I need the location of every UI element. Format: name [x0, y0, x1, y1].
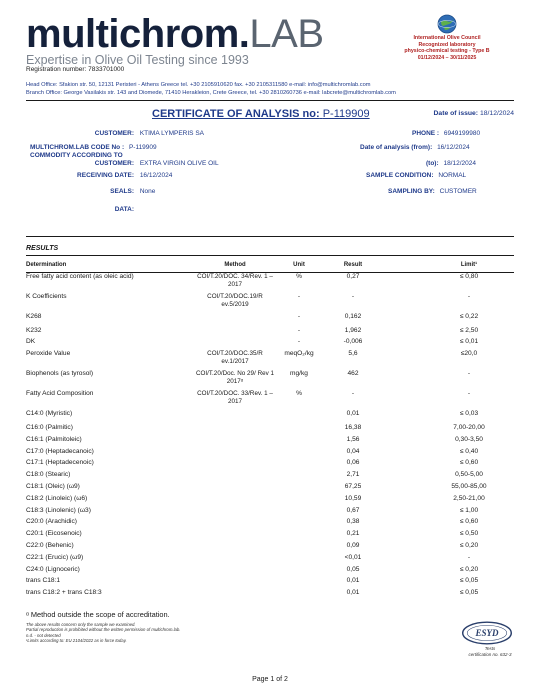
method-cell	[194, 483, 276, 495]
table-row	[26, 554, 514, 566]
esyd-logo-text: ESYD	[475, 628, 499, 639]
unit-cell	[276, 459, 322, 471]
data-row	[26, 206, 134, 214]
method-cell	[194, 327, 276, 339]
unit-cell	[276, 483, 322, 495]
logo-lab: LAB	[249, 12, 324, 56]
limit-cell: ≤ 0,20	[459, 542, 479, 550]
condition-row	[366, 172, 466, 180]
unit-cell: -	[297, 312, 301, 320]
header-divider	[26, 100, 514, 101]
determination-cell: C24:0 (Lignoceric)	[26, 565, 80, 573]
table-row	[26, 350, 514, 370]
table-row	[26, 338, 514, 350]
method-cell	[194, 577, 276, 589]
method-cell	[194, 471, 276, 483]
limit-cell: 0,30-3,50	[455, 435, 483, 443]
registration-number: Registration number: 7833701000	[26, 66, 125, 73]
header-determination: Determination	[26, 262, 194, 273]
method-cell	[194, 589, 276, 601]
limit-cell: ≤ 2,50	[459, 326, 479, 334]
method-cell	[194, 338, 276, 350]
limit-cell: ≤ 0,05	[459, 577, 479, 585]
limit-cell: ≤ 0,05	[459, 589, 479, 597]
determination-cell: Biophenols (as tyrosol)	[26, 370, 94, 378]
result-cell: 0,04	[346, 447, 360, 455]
results-table	[26, 262, 514, 601]
determination-cell: K Coefficients	[26, 292, 67, 300]
unit-cell	[276, 410, 322, 424]
analysis-from-label: Date of analysis (from):	[360, 144, 433, 151]
unit-cell	[276, 577, 322, 589]
result-cell: 0,01	[346, 577, 360, 585]
limit-cell: ≤ 1,00	[459, 506, 479, 514]
table-row	[26, 436, 514, 448]
limit-cell: -	[467, 370, 471, 378]
determination-cell: C17:0 (Heptadecanoic)	[26, 447, 94, 455]
company-logo	[26, 14, 324, 54]
result-cell: <0,01	[344, 553, 362, 561]
table-row	[26, 370, 514, 390]
phone-value: 6949199980	[443, 130, 481, 137]
determination-cell: C18:2 (Linoleic) (ω6)	[26, 494, 88, 502]
unit-cell: %	[296, 390, 302, 398]
esyd-line-2: certification no. 632-3	[468, 651, 512, 657]
commodity-label-1: COMMODITY ACCORDING TO	[30, 152, 123, 159]
result-cell: 0,09	[346, 542, 360, 550]
unit-cell	[276, 471, 322, 483]
analysis-to-label: (to):	[426, 160, 439, 167]
accreditation-note: ᵅ Method outside the scope of accreditation.	[26, 610, 170, 619]
seals-label: SEALS:	[110, 188, 134, 195]
method-cell: COI/T.20/DOC.35/R ev.1/2017	[207, 350, 263, 366]
limit-cell: 7,00-20,00	[453, 424, 485, 432]
unit-cell	[276, 589, 322, 601]
method-cell	[194, 507, 276, 519]
limit-cell: -	[467, 390, 471, 398]
table-row	[26, 293, 514, 313]
result-cell: 67,25	[344, 483, 362, 491]
table-row	[26, 273, 514, 293]
customer-row	[26, 130, 204, 138]
determination-cell: DK	[26, 338, 36, 346]
result-cell: 1,962	[344, 326, 362, 334]
determination-cell: C22:0 (Behenic)	[26, 542, 74, 550]
phone-label: PHONE :	[412, 130, 440, 137]
table-row	[26, 542, 514, 554]
result-cell: 10,59	[344, 494, 362, 502]
unit-cell: %	[296, 273, 302, 280]
method-cell	[194, 518, 276, 530]
unit-cell	[276, 518, 322, 530]
result-cell: -	[351, 390, 355, 398]
condition-value: NORMAL	[438, 172, 467, 179]
ioc-line-1: International Olive Council	[413, 35, 481, 41]
unit-cell	[276, 436, 322, 448]
limit-cell: ≤ 0,03	[459, 410, 479, 418]
results-header-row	[26, 262, 514, 273]
header-unit: Unit	[276, 262, 322, 273]
method-cell	[194, 495, 276, 507]
code-label: MULTICHROM.LAB CODE No :	[30, 144, 125, 151]
limit-cell: 55,00-85,00	[451, 483, 487, 491]
footnote-3: n.d. - not detected	[26, 632, 61, 638]
sampling-label: SAMPLING BY:	[388, 188, 435, 195]
tagline: Expertise in Olive Oil Testing since 1993	[26, 53, 249, 67]
receiving-row	[26, 172, 172, 180]
commodity-value: EXTRA VIRGIN OLIVE OIL	[139, 160, 219, 167]
method-cell	[194, 459, 276, 471]
limit-cell: ≤20,0	[460, 350, 478, 358]
table-row	[26, 471, 514, 483]
method-cell	[194, 530, 276, 542]
result-cell: 0,01	[346, 589, 360, 597]
results-title: RESULTS	[26, 245, 59, 252]
unit-cell	[276, 495, 322, 507]
limit-cell: 2,50-21,00	[453, 494, 485, 502]
result-cell: 0,06	[346, 459, 360, 467]
certificate-title-prefix: CERTIFICATE OF ANALYSIS no:	[152, 108, 320, 120]
unit-cell: -	[297, 292, 301, 300]
determination-cell: K268	[26, 312, 42, 320]
ioc-line-2: Recognized laboratory	[418, 41, 476, 48]
limit-cell: ≤ 0,22	[459, 312, 479, 320]
data-label: DATA:	[114, 206, 134, 213]
determination-cell: C16:1 (Palmitoleic)	[26, 435, 82, 443]
determination-cell: C18:1 (Oleic) (ω9)	[26, 483, 80, 491]
unit-cell	[276, 424, 322, 436]
ioc-recognition-block	[372, 14, 522, 61]
certificate-title	[152, 108, 370, 120]
determination-cell: K232	[26, 326, 42, 334]
limit-cell: -	[467, 553, 471, 561]
result-cell: 0,27	[346, 273, 360, 280]
ioc-globe-icon	[437, 14, 457, 34]
table-row	[26, 327, 514, 339]
table-row	[26, 424, 514, 436]
unit-cell: -	[297, 326, 301, 334]
limit-cell: ≤ 0,60	[459, 518, 479, 526]
unit-cell	[276, 566, 322, 578]
method-cell	[194, 554, 276, 566]
customer-label: CUSTOMER:	[94, 130, 134, 137]
method-cell	[194, 436, 276, 448]
commodity-label-2: CUSTOMER:	[94, 160, 134, 167]
result-cell: -0,006	[343, 338, 363, 346]
table-row	[26, 448, 514, 460]
certificate-number: P-119909	[322, 108, 370, 120]
seals-row	[26, 188, 155, 196]
result-cell: 2,71	[346, 471, 360, 479]
result-cell: 0,67	[346, 506, 360, 514]
limit-cell: ≤ 0,80	[459, 273, 479, 280]
result-cell: 0,38	[346, 518, 360, 526]
esyd-accreditation-block	[446, 620, 514, 657]
table-row	[26, 577, 514, 589]
logo-brand: multichrom	[26, 12, 239, 56]
code-row	[30, 144, 157, 152]
limit-cell: ≤ 0,20	[459, 565, 479, 573]
determination-cell: C17:1 (Heptadecenoic)	[26, 459, 94, 467]
result-cell: 0,01	[346, 410, 360, 418]
limit-cell: ≤ 0,50	[459, 530, 479, 538]
determination-cell: Free fatty acid content (as oleic acid)	[26, 273, 134, 280]
analysis-to-value: 18/12/2024	[443, 160, 476, 167]
result-cell: 16,38	[344, 424, 362, 432]
determination-cell: C14:0 (Myristic)	[26, 410, 73, 418]
unit-cell	[276, 507, 322, 519]
office-addresses	[26, 81, 396, 97]
table-row	[26, 459, 514, 471]
table-row	[26, 530, 514, 542]
receiving-value: 16/12/2024	[139, 172, 173, 179]
sampling-value: CUSTOMER	[439, 188, 477, 195]
result-cell: 0,21	[346, 530, 360, 538]
customer-value: KTIMA LYMPERIS SA	[139, 130, 204, 137]
result-cell: -	[351, 292, 355, 300]
method-cell: COI/T.20/DOC.19/R ev.5/2019	[207, 292, 263, 308]
result-cell: 5,6	[348, 350, 358, 358]
footnotes	[26, 622, 181, 644]
limit-cell: ≤ 0,40	[459, 447, 479, 455]
method-cell: COI/T.20/Doc. No 29/ Rev 1 2017ᵅ	[195, 370, 275, 386]
determination-cell: C18:0 (Stearic)	[26, 471, 71, 479]
table-row	[26, 495, 514, 507]
method-cell	[194, 448, 276, 460]
method-cell	[194, 313, 276, 327]
table-row	[26, 507, 514, 519]
determination-cell: C18:3 (Linolenic) (ω3)	[26, 506, 91, 514]
determination-cell: Fatty Acid Composition	[26, 390, 94, 398]
unit-cell	[276, 448, 322, 460]
sampling-row	[388, 188, 477, 196]
ioc-dates: 01/12/2024 – 30/11/2025	[417, 54, 477, 61]
result-cell: 0,05	[346, 565, 360, 573]
limit-cell: ≤ 0,60	[459, 459, 479, 467]
method-cell	[194, 410, 276, 424]
esyd-accreditation-icon	[460, 620, 514, 646]
determination-cell: trans C18:2 + trans C18:3	[26, 589, 102, 597]
table-row	[26, 518, 514, 530]
branch-office: Branch Office: George Vasilakis str. 143 and Diomede, 71410 Herakleion, Crete Greece, tel. +30 2810260736 e-mail: labcrete@multichromlab.com	[26, 90, 396, 96]
phone-row	[412, 130, 480, 138]
unit-cell: meqO₂/kg	[284, 350, 314, 358]
limit-cell: ≤ 0,01	[459, 338, 479, 346]
receiving-label: RECEIVING DATE:	[77, 172, 134, 179]
limit-cell: -	[467, 292, 471, 300]
condition-label: SAMPLE CONDITION:	[366, 172, 434, 179]
result-cell: 462	[347, 370, 359, 378]
logo-dot: .	[238, 12, 250, 56]
method-cell: COI/T.20/DOC. 33/Rev. 1 – 2017	[197, 390, 273, 406]
issue-date: 18/12/2024	[479, 110, 514, 117]
unit-cell	[276, 530, 322, 542]
commodity-label-line-1	[30, 152, 123, 160]
results-divider	[26, 255, 514, 256]
page-number: Page 1 of 2	[252, 676, 288, 683]
header-result: Result	[322, 262, 384, 273]
head-office: Head Office: Sfakion str. 50, 12131 Peristeri - Athens Greece tel. +30 2105910620 fax. +30 2105311580 e-mail: info@multichromlab.com	[26, 82, 371, 88]
determination-cell: Peroxide Value	[26, 350, 71, 358]
determination-cell: trans C18:1	[26, 577, 61, 585]
table-row	[26, 390, 514, 410]
determination-cell: C16:0 (Palmitic)	[26, 424, 73, 432]
unit-cell	[276, 554, 322, 566]
footnote-1: The above results concern only the sample we examined.	[26, 622, 136, 627]
footnote-4: ¹Limits according to: EU 2104/2022 as in force today.	[26, 638, 127, 644]
table-row	[26, 589, 514, 601]
info-divider	[26, 236, 514, 237]
determination-cell: C20:0 (Arachidic)	[26, 518, 77, 526]
issue-date-block	[434, 110, 515, 117]
method-cell	[194, 424, 276, 436]
code-value: P-119909	[128, 144, 157, 151]
commodity-row	[26, 160, 219, 168]
table-row	[26, 313, 514, 327]
unit-cell	[276, 542, 322, 554]
analysis-from-value: 16/12/2024	[437, 144, 470, 151]
table-row	[26, 566, 514, 578]
unit-cell: -	[297, 338, 301, 346]
esyd-line-1: Tests	[484, 646, 496, 651]
header-limit: Limit¹	[384, 262, 514, 273]
seals-value: None	[139, 188, 156, 195]
result-cell: 1,56	[346, 435, 360, 443]
limit-cell: 0,50-5,00	[455, 471, 483, 479]
table-row	[26, 483, 514, 495]
determination-cell: C20:1 (Eicosenoic)	[26, 530, 82, 538]
method-cell	[194, 542, 276, 554]
header-method: Method	[194, 262, 276, 273]
footnote-2: Partial reproduction is prohibited without the written permission of multichrom.lab.	[26, 627, 181, 633]
unit-cell: mg/kg	[290, 370, 308, 378]
analysis-from-row	[360, 144, 470, 152]
result-cell: 0,162	[344, 312, 362, 320]
determination-cell: C22:1 (Erucic) (ω9)	[26, 553, 84, 561]
method-cell: COI/T.20/DOC. 34/Rev. 1 – 2017	[197, 273, 273, 288]
table-row	[26, 410, 514, 424]
results-body	[26, 273, 514, 602]
method-cell	[194, 566, 276, 578]
ioc-line-3: physico-chemical testing - Type B	[404, 48, 490, 55]
issue-date-label: Date of issue:	[433, 110, 479, 117]
analysis-to-row	[426, 160, 476, 168]
